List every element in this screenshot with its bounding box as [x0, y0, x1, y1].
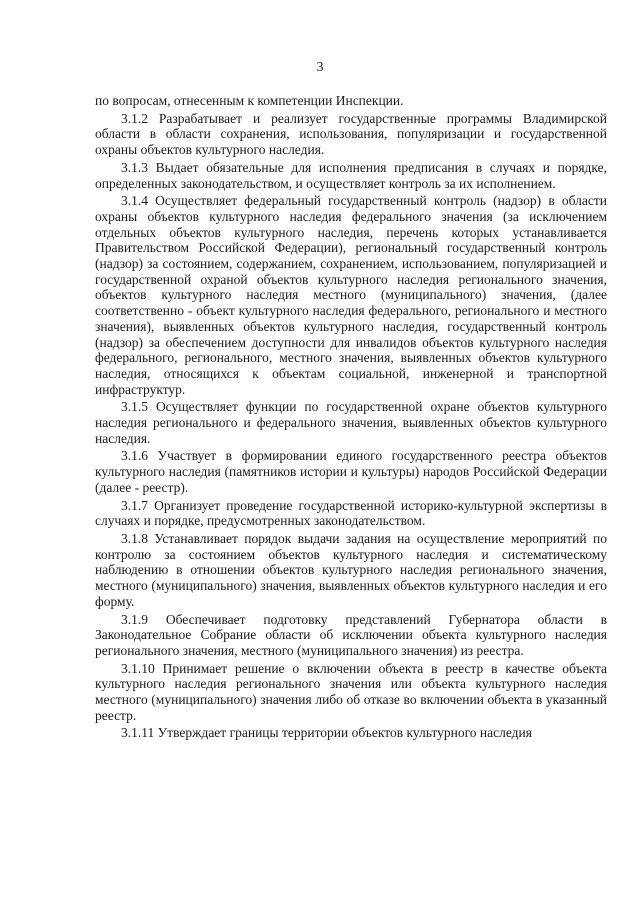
paragraph-3-1-5: 3.1.5 Осуществляет функции по государственной охране объектов культурного наследия регионального и федерального значения, выявленных объектов культурного наследия.: [95, 399, 607, 446]
paragraph-3-1-10: 3.1.10 Принимает решение о включении объекта в реестр в качестве объекта культурного наследия регионального значения или объекта культурного наследия местного (муниципального) значения либо об отказе во включении объекта в указанный реестр.: [95, 660, 607, 723]
paragraph-3-1-7: 3.1.7 Организует проведение государственной историко-культурной экспертизы в случаях и порядке, предусмотренных законодательством.: [95, 497, 607, 529]
paragraph-3-1-8: 3.1.8 Устанавливает порядок выдачи задания на осуществление мероприятий по контролю за состоянием объектов культурного наследия и систематическому наблюдению в отношении объектов культурного наследия регионального значения, местного (муниципального) значения, выявленных объектов культурного наследия и его форму.: [95, 530, 607, 609]
document-body: [95, 93, 607, 743]
paragraph-3-1-2: 3.1.2 Разрабатывает и реализует государственные программы Владимирской области в области сохранения, использования, популяризации и государственной охраны объектов культурного наследия.: [95, 110, 607, 158]
page-number: 3: [316, 60, 324, 75]
paragraph-3-1-6: 3.1.6 Участвует в формировании единого государственного реестра объектов культурного наследия (памятников истории и культуры) народов Российской Федерации (далее - реестр).: [95, 448, 607, 495]
paragraph-continuation: по вопросам, отнесенным к компетенции Инспекции.: [95, 93, 404, 108]
paragraph-3-1-3: 3.1.3 Выдает обязательные для исполнения предписания в случаях и порядке, определенных законодательством, и осуществляет контроль за их исполнением.: [95, 159, 607, 191]
paragraph-3-1-11: 3.1.11 Утверждает границы территории объектов культурного наследия: [121, 725, 532, 741]
paragraph-3-1-9: 3.1.9 Обеспечивает подготовку представлений Губернатора области в Законодательное Собрание области об исключении объекта культурного наследия регионального значения, местного (муниципального значения) из реестра.: [95, 611, 607, 658]
paragraph-3-1-4: 3.1.4 Осуществляет федеральный государственный контроль (надзор) в области охраны объектов культурного наследия федерального значения (за исключением отдельных объектов культурного наследия, перечень которых устанавливается Правительством Российской Федерации), региональный государственный контроль (надзор) за состоянием, содержанием, сохранением, использованием, популяризацией и государственной охраной объектов культурного наследия регионального значения, объектов культурного наследия местного (муниципального) значения, (далее соответственно - объект культурного наследия федерального, регионального и местного значения), выявленных объектов культурного наследия, государственный контроль (надзор) за обеспечением доступности для инвалидов объектов культурного наследия федерального, регионального, местного значения, выявленных объектов культурного наследия, относящихся к объектам социальной, инженерной и транспортной инфраструктур.: [95, 193, 607, 397]
